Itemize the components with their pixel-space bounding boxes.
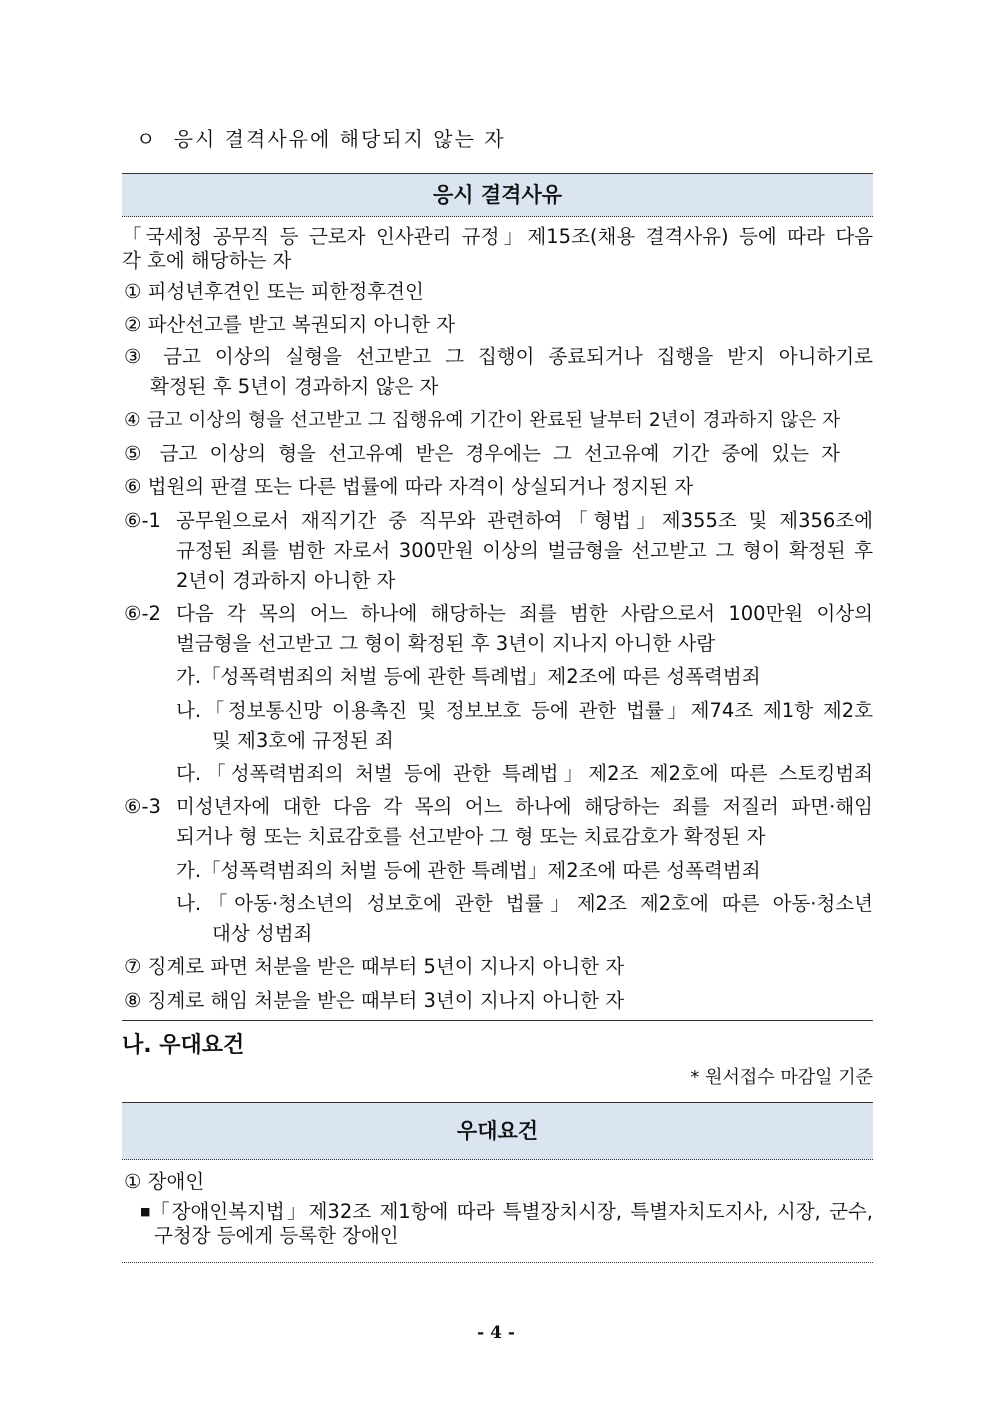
disqual-item-6-3-number: ⑥-3 xyxy=(124,795,161,818)
intro-bullet: ㅇ xyxy=(136,127,158,151)
disqual-lead-1: 「국세청 공무직 등 근로자 인사관리 규정」제15조(채용 결격사유) 등에 따라 다음 xyxy=(122,225,873,248)
disqual-item-6: ⑥ 법원의 판결 또는 다른 법률에 따라 자격이 상실되거나 정지된 자 xyxy=(124,475,694,498)
disqualification-table-bottom-rule xyxy=(122,1020,873,1021)
section-title: 나. 우대요건 xyxy=(122,1033,245,1058)
disqual-item-6-3-ga: 가.「성폭력범죄의 처벌 등에 관한 특례법」제2조에 따른 성폭력범죄 xyxy=(176,859,761,882)
disqual-lead-2: 각 호에 해당하는 자 xyxy=(122,249,292,272)
square-bullet-icon: ■ xyxy=(140,1205,151,1218)
disqual-item-6-3-na-1: 나.「아동·청소년의 성보호에 관한 법률」제2조 제2호에 따른 아동·청소년 xyxy=(176,892,873,915)
disqual-item-6-1-number: ⑥-1 xyxy=(124,509,161,532)
disqual-item-6-2-number: ⑥-2 xyxy=(124,602,161,625)
disqual-item-7: ⑦ 징계로 파면 처분을 받은 때부터 5년이 지나지 아니한 자 xyxy=(124,955,625,978)
disqual-item-6-2-da: 다.「성폭력범죄의 처벌 등에 관한 특례법」제2조 제2호에 따른 스토킹범죄 xyxy=(176,762,873,785)
disqual-item-6-1b: 규정된 죄를 범한 자로서 300만원 이상의 벌금형을 선고받고 그 형이 확정된 후 xyxy=(176,539,873,562)
disqual-item-6-3b: 되거나 형 또는 치료감호를 선고받아 그 형 또는 치료감호가 확정된 자 xyxy=(176,825,766,848)
disqual-item-6-1a: 공무원으로서 재직기간 중 직무와 관련하여「형법」제355조 및 제356조에 xyxy=(176,509,873,532)
disqual-item-3b: 확정된 후 5년이 경과하지 않은 자 xyxy=(150,375,439,398)
preference-header: 우대요건 xyxy=(122,1102,873,1160)
disqual-item-5: ⑤ 금고 이상의 형을 선고유예 받은 경우에는 그 선고유예 기간 중에 있는 자 xyxy=(124,442,840,465)
disqual-item-6-3a: 미성년자에 대한 다음 각 목의 어느 하나에 해당하는 죄를 저질러 파면·해임 xyxy=(176,795,873,818)
disqual-item-6-2-na-2: 및 제3호에 규정된 죄 xyxy=(212,729,394,752)
disqual-item-8: ⑧ 징계로 해임 처분을 받은 때부터 3년이 지나지 아니한 자 xyxy=(124,989,625,1012)
preference-item-1: ① 장애인 xyxy=(124,1170,205,1193)
preference-table-bottom-rule xyxy=(122,1262,873,1263)
disqual-item-6-3-na-2: 대상 성범죄 xyxy=(212,922,313,945)
disqual-item-6-2-na-1: 나.「정보통신망 이용촉진 및 정보보호 등에 관한 법률」제74조 제1항 제2호 xyxy=(176,699,873,722)
preference-desc-1: 「장애인복지법」제32조 제1항에 따라 특별장치시장, 특별자치도지사, 시장, 군수, xyxy=(150,1200,873,1223)
preference-desc-2: 구청장 등에게 등록한 장애인 xyxy=(154,1224,399,1247)
criteria-note: * 원서접수 마감일 기준 xyxy=(690,1067,873,1088)
disqual-item-1: ① 피성년후견인 또는 피한정후견인 xyxy=(124,280,424,303)
intro-line xyxy=(136,124,506,154)
disqual-item-6-2a: 다음 각 목의 어느 하나에 해당하는 죄를 범한 사람으로서 100만원 이상의 xyxy=(176,602,873,625)
disqual-item-6-1c: 2년이 경과하지 아니한 자 xyxy=(176,569,396,592)
disqual-item-2: ② 파산선고를 받고 복권되지 아니한 자 xyxy=(124,313,456,336)
intro-text: 응시 결격사유에 해당되지 않는 자 xyxy=(173,127,506,151)
disqual-item-4: ④ 금고 이상의 형을 선고받고 그 집행유예 기간이 완료된 날부터 2년이 경과하지 않은 자 xyxy=(124,410,841,431)
disqual-item-6-2-ga: 가.「성폭력범죄의 처벌 등에 관한 특례법」제2조에 따른 성폭력범죄 xyxy=(176,665,761,688)
disqual-item-6-2b: 벌금형을 선고받고 그 형이 확정된 후 3년이 지나지 아니한 사람 xyxy=(176,632,716,655)
disqualification-header: 응시 결격사유 xyxy=(122,173,873,217)
page-number: - 4 - xyxy=(477,1323,515,1343)
disqual-item-3a: ③ 금고 이상의 실형을 선고받고 그 집행이 종료되거나 집행을 받지 아니하기로 xyxy=(124,345,873,368)
